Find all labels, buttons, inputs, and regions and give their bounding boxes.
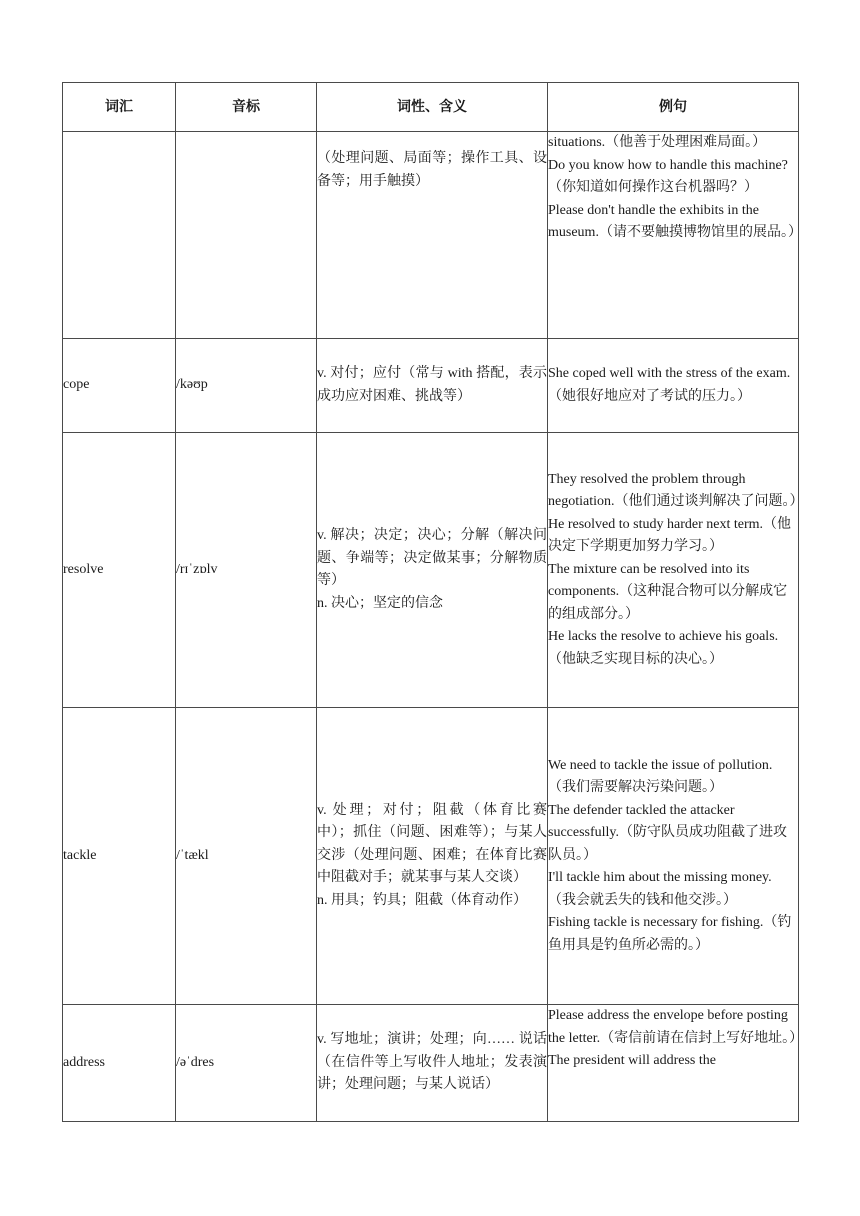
meaning-line: v. 解决；决定；决心；分解（解决问题、争端等；决定做某事；分解物质等） [317,528,547,588]
examples-cell [548,433,804,708]
word-cell: cope [63,339,176,433]
table-header-row [63,83,799,132]
example-sentence: We need to tackle the issue of pollution.（我们需要解决污染问题。） [548,757,773,796]
table-row [63,339,799,433]
example-sentence: She coped well with the stress of the exam.（她很好地应对了考试的压力。） [548,366,791,404]
header-phonetic: 音标 [176,83,317,132]
examples-cell [548,708,799,1005]
example-sentence: Do you know how to handle this machine?（你知道如何操作这台机器吗？） [548,157,788,195]
phonetic-cell [176,132,317,339]
examples-cell [548,1005,804,1122]
phonetic-cell: /əˈdres [176,1005,317,1122]
example-sentence: I'll tackle him about the missing money.（我会就丢失的钱和他交涉。） [548,870,772,908]
meaning-line: n. 用具；钓具；阻截（体育动作） [317,892,527,908]
table-row [63,1005,799,1122]
example-sentence: The mixture can be resolved into its components.（这种混合物可以分解成它的组成部分。） [548,561,788,622]
example-sentence: He lacks the resolve to achieve his goals.（他缺乏实现目标的决心。） [548,629,779,667]
table-row [63,433,799,708]
header-word: 词汇 [63,83,176,132]
word-cell [63,132,176,339]
table-row [63,708,799,1005]
phonetic-cell: /ˈtækl [176,708,317,1005]
word-cell: resolve [63,433,176,708]
header-meaning: 词性、含义 [317,83,548,132]
meaning-cell [317,339,548,433]
examples-cell [548,339,799,433]
table-row [63,132,799,339]
word-cell: tackle [63,708,176,1005]
examples-cell [548,132,802,339]
meaning-cell [317,132,548,339]
meaning-line: （处理问题、局面等；操作工具、设备等；用手触摸） [317,151,547,189]
meaning-line: v. 处理；对付；阻截（体育比赛中）；抓住（问题、困难等）；与某人交涉（处理问题、困难；在体育比赛中阻截对手；就某事与某人交谈） [317,802,547,886]
example-sentence: situations.（他善于处理困难局面。） [548,135,767,150]
meaning-cell [317,708,548,1005]
example-sentence: Please address the envelope before posting the letter.（寄信前请在信封上写好地址。） [548,1008,804,1046]
word-cell: address [63,1005,176,1122]
meaning-line: v. 对付；应付（常与 with 搭配，表示成功应对困难、挑战等） [317,366,547,404]
example-sentence: The president will address the [548,1053,716,1068]
example-sentence: Fishing tackle is necessary for fishing.（钓鱼用具是钓鱼所必需的。） [548,915,792,953]
example-sentence: He resolved to study harder next term.（他决定下学期更加努力学习。） [548,516,791,555]
vocabulary-table [62,82,804,1122]
meaning-cell [317,433,548,708]
meaning-line: n. 决心；坚定的信念 [317,595,443,611]
example-sentence: The defender tackled the attacker successfully.（防守队员成功阻截了进攻队员。） [548,802,788,863]
meaning-line: v. 写地址；演讲；处理；向…… 说话（在信件等上写收件人地址；发表演讲；处理问题；与某人说话） [317,1032,547,1093]
example-sentence: They resolved the problem through negotiation.（他们通过谈判解决了问题。） [548,471,804,510]
header-examples: 例句 [548,83,799,132]
meaning-cell [317,1005,548,1122]
phonetic-cell: /rɪˈzɒlv [176,433,317,708]
example-sentence: Please don't handle the exhibits in the museum.（请不要触摸博物馆里的展品。） [548,202,802,240]
phonetic-cell: /kəʊp [176,339,317,433]
